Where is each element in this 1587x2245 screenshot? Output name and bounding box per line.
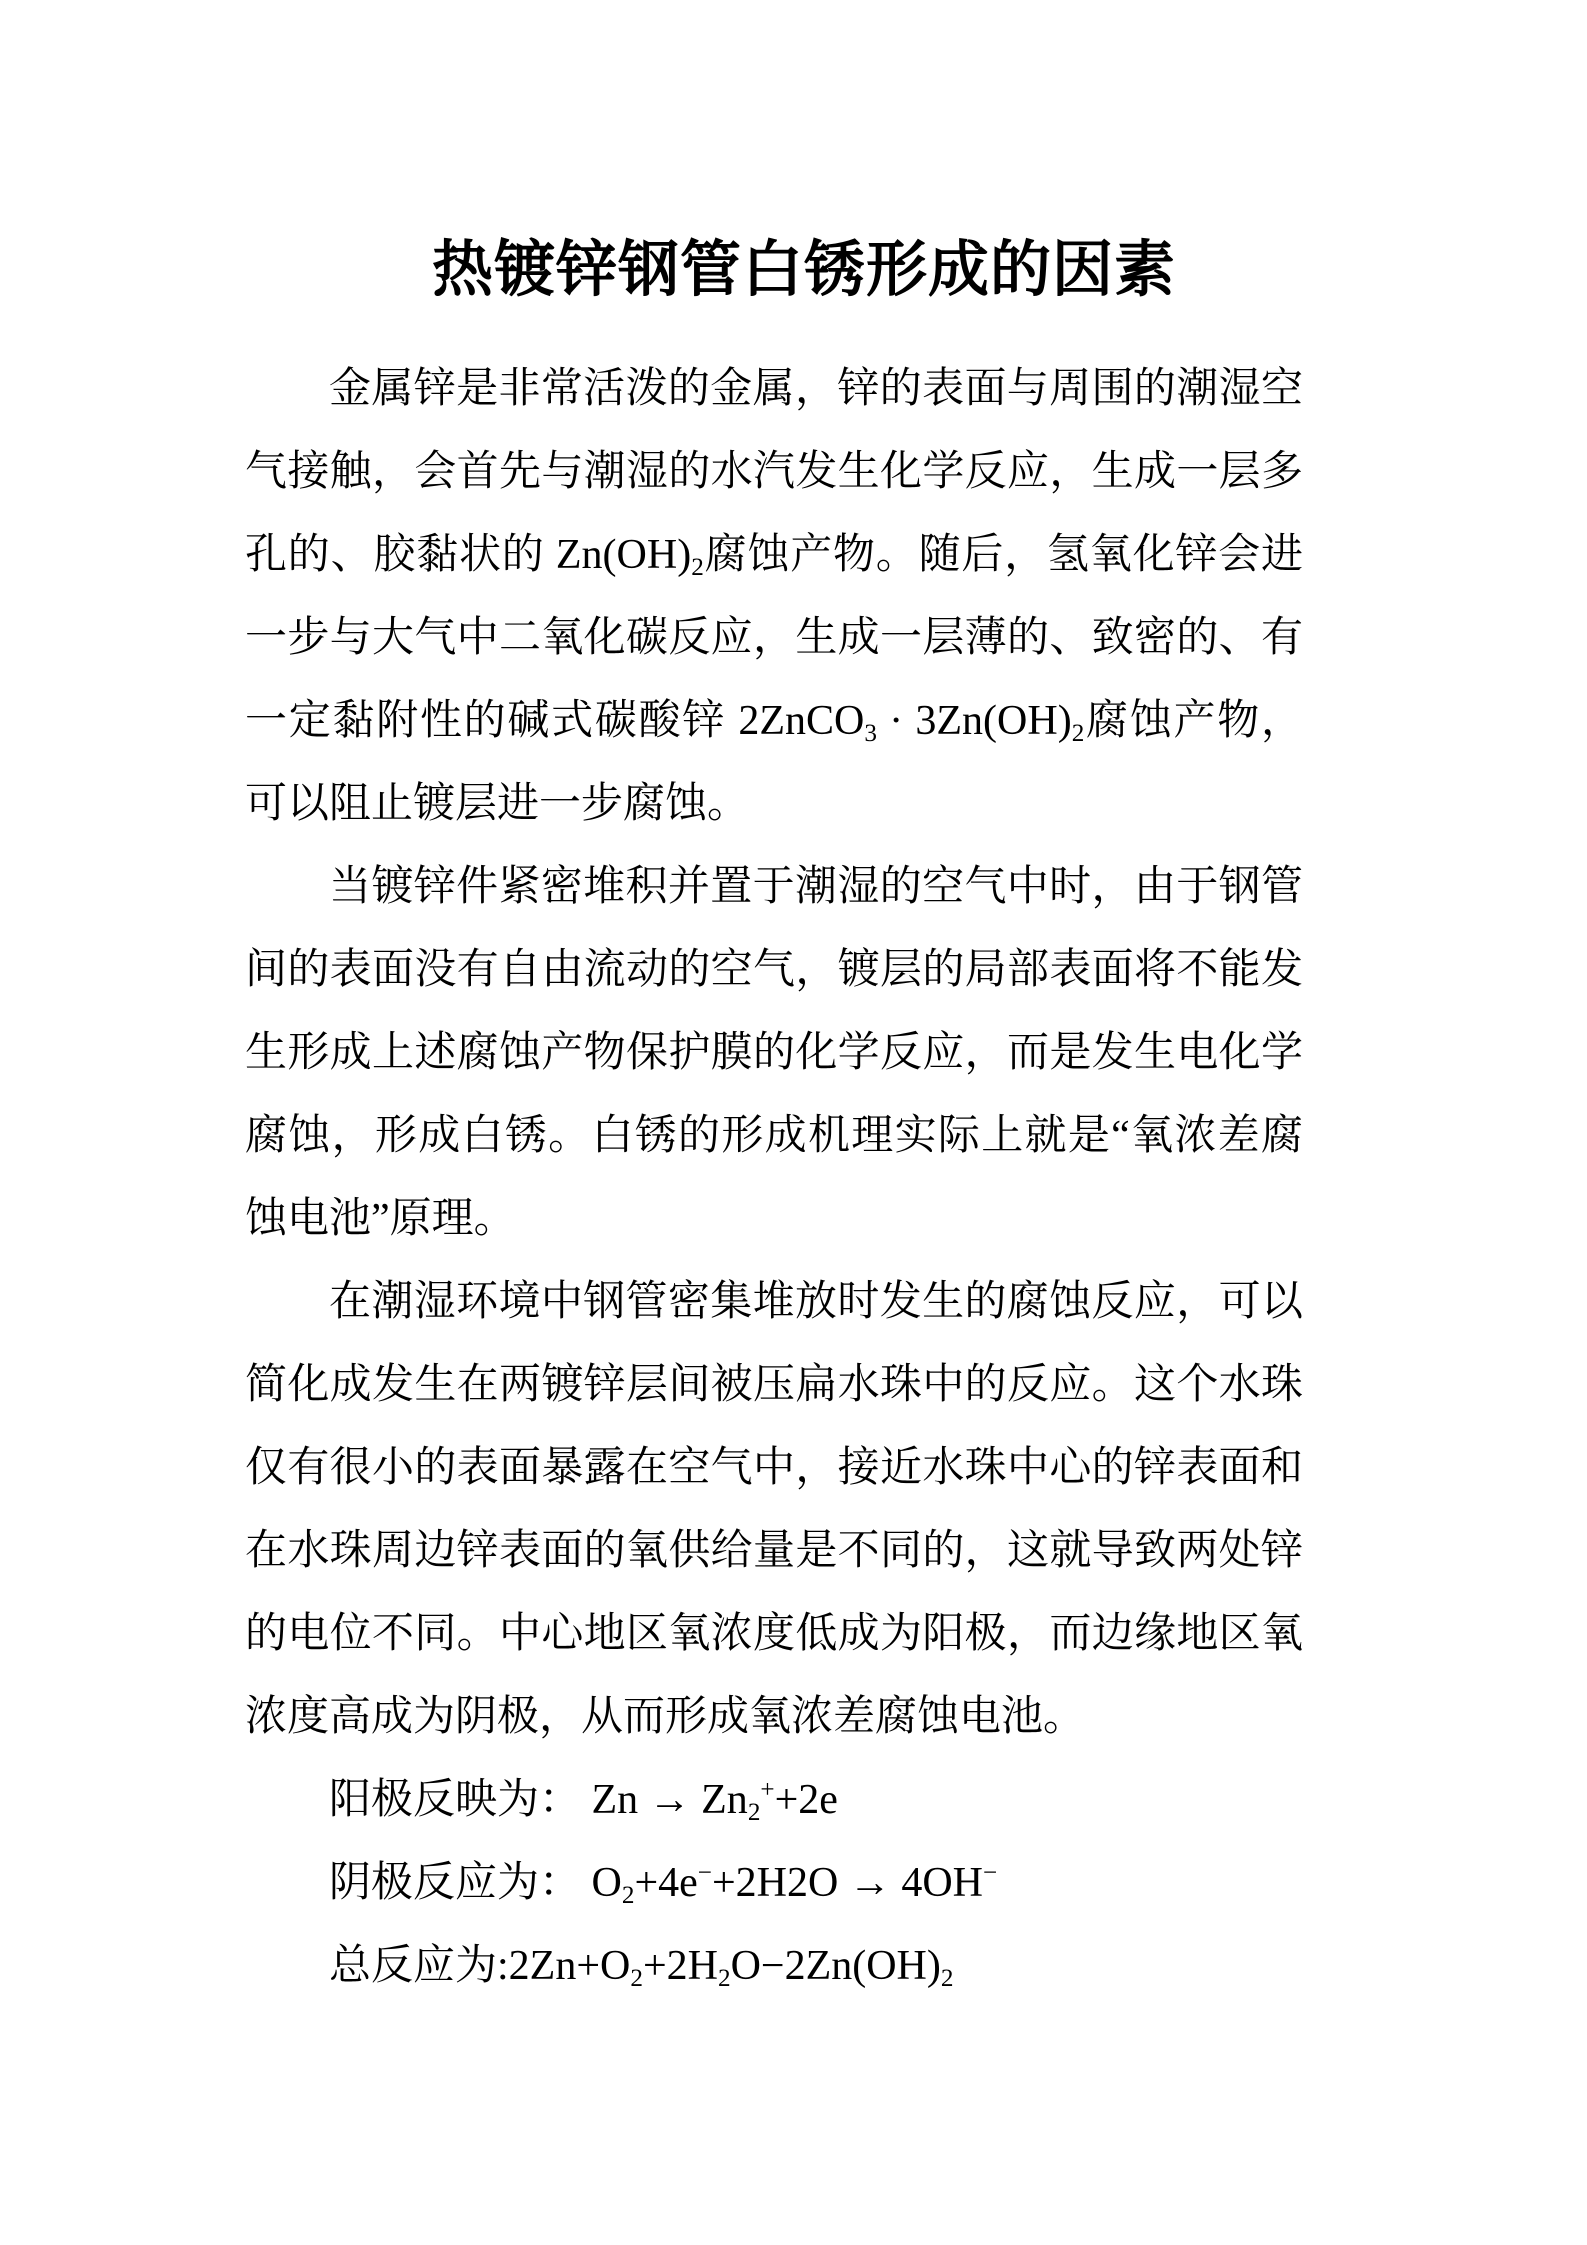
paragraph-1: 金属锌是非常活泼的金属，锌的表面与周围的潮湿空气接触，会首先与潮湿的水汽发生化学反应，生成一层多孔的、胶黏状的 $Zn(OH)_2$腐蚀产物。随后，氢氧化锌会进一步与大气中二氧化碳反应，生成一层薄的、致密的、有一定黏附性的碱式碳酸锌 2ZnCO$_3$ · $3Zn(OH)_2$腐蚀产物，可以阻止镀层进一步腐蚀。 <box>245 366 1303 827</box>
document-body <box>245 348 1303 2008</box>
paragraph-3: 在潮湿环境中钢管密集堆放时发生的腐蚀反应，可以简化成发生在两镀锌层间被压扁水珠中的反应。这个水珠仅有很小的表面暴露在空气中，接近水珠中心的锌表面和在水珠周边锌表面的氧供给量是不同的，这就导致两处锌的电位不同。中心地区氧浓度低成为阳极，而边缘地区氧浓度高成为阴极，从而形成氧浓差腐蚀电池。 <box>245 1279 1303 1740</box>
equation-cathode-reaction: 阴极反应为： $O_2+4e^-+2H2O \to 4OH^-$ <box>329 1859 998 1910</box>
equation-anode-reaction: 阳极反映为： $Zn \to Zn_2^++2e$ <box>329 1776 838 1827</box>
equation-overall-reaction: 总反应为$:2Zn+O_2+2H_2O-2Zn(OH)_2$ <box>329 1943 954 1993</box>
paragraph-2: 当镀锌件紧密堆积并置于潮湿的空气中时，由于钢管间的表面没有自由流动的空气，镀层的局部表面将不能发生形成上述腐蚀产物保护膜的化学反应，而是发生电化学腐蚀，形成白锈。白锈的形成机理实际上就是“氧浓差腐蚀电池”原理。 <box>245 864 1303 1242</box>
document-title: 热镀锌钢管白锈形成的因素 <box>431 237 1176 304</box>
